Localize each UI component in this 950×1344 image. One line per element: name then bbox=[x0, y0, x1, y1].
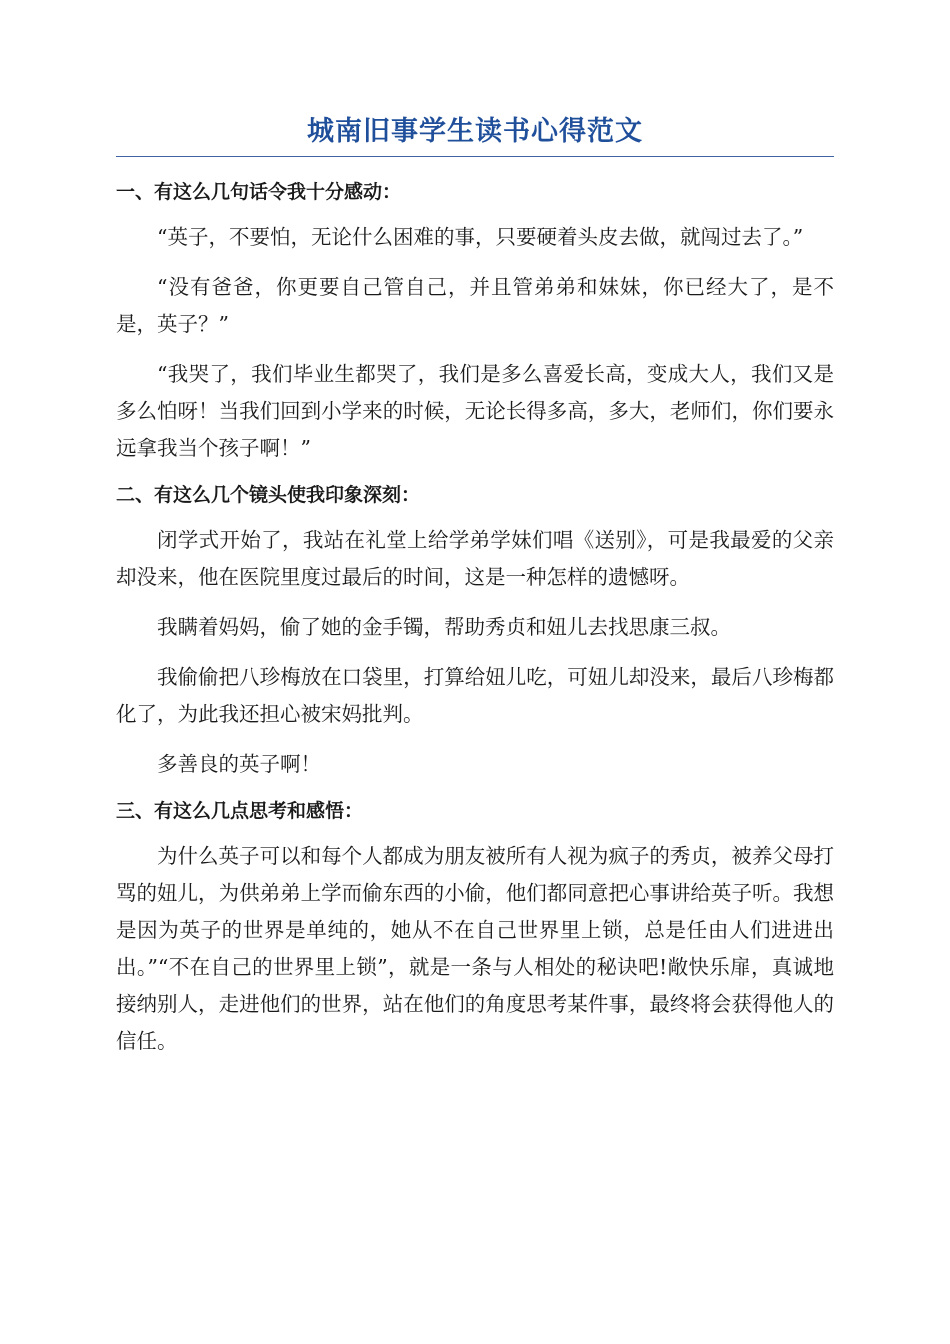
section-heading: 三、有这么几点思考和感悟： bbox=[116, 800, 364, 822]
paragraph: 多善良的英子啊！ bbox=[157, 752, 321, 776]
paragraph: 我瞒着妈妈，偷了她的金手镯，帮助秀贞和妞儿去找思康三叔。 bbox=[157, 615, 731, 639]
paragraph: “英子，不要怕，无论什么困难的事，只要硬着头皮去做，就闯过去了。” bbox=[157, 225, 804, 249]
paragraph: “没有爸爸，你更要自己管自己，并且管弟弟和妹妹，你已经大了，是不是，英子？” bbox=[116, 275, 834, 336]
section-1 bbox=[116, 177, 834, 467]
section-2 bbox=[116, 480, 834, 783]
paragraph: “我哭了，我们毕业生都哭了，我们是多么喜爱长高，变成大人，我们又是多么怕呀！当我们回到小学来的时候，无论长得多高，多大，老师们，你们要永远拿我当个孩子啊！” bbox=[116, 362, 834, 460]
paragraph: 闭学式开始了，我站在礼堂上给学弟学妹们唱《送别》，可是我最爱的父亲却没来，他在医院里度过最后的时间，这是一种怎样的遗憾呀。 bbox=[116, 528, 834, 589]
paragraph: 我偷偷把八珍梅放在口袋里，打算给妞儿吃，可妞儿却没来，最后八珍梅都化了，为此我还担心被宋妈批判。 bbox=[116, 665, 834, 726]
document-page bbox=[116, 112, 834, 1073]
section-heading: 二、有这么几个镜头使我印象深刻： bbox=[116, 484, 421, 506]
paragraph: 为什么英子可以和每个人都成为朋友被所有人视为疯子的秀贞，被养父母打骂的妞儿，为供弟弟上学而偷东西的小偷，他们都同意把心事讲给英子听。我想是因为英子的世界是单纯的，她从不在自己世界里上锁，总是任由人们进进出出。”“不在自己的世界里上锁”，就是一条与人相处的秘诀吧!敞快乐扉，真诚地接纳别人，走进他们的世界，站在他们的角度思考某件事，最终将会获得他人的信任。 bbox=[116, 844, 834, 1053]
title-underline bbox=[116, 156, 834, 157]
section-3 bbox=[116, 796, 834, 1060]
section-heading: 一、有这么几句话令我十分感动： bbox=[116, 181, 402, 203]
document-title: 城南旧事学生读书心得范文 bbox=[307, 116, 643, 147]
